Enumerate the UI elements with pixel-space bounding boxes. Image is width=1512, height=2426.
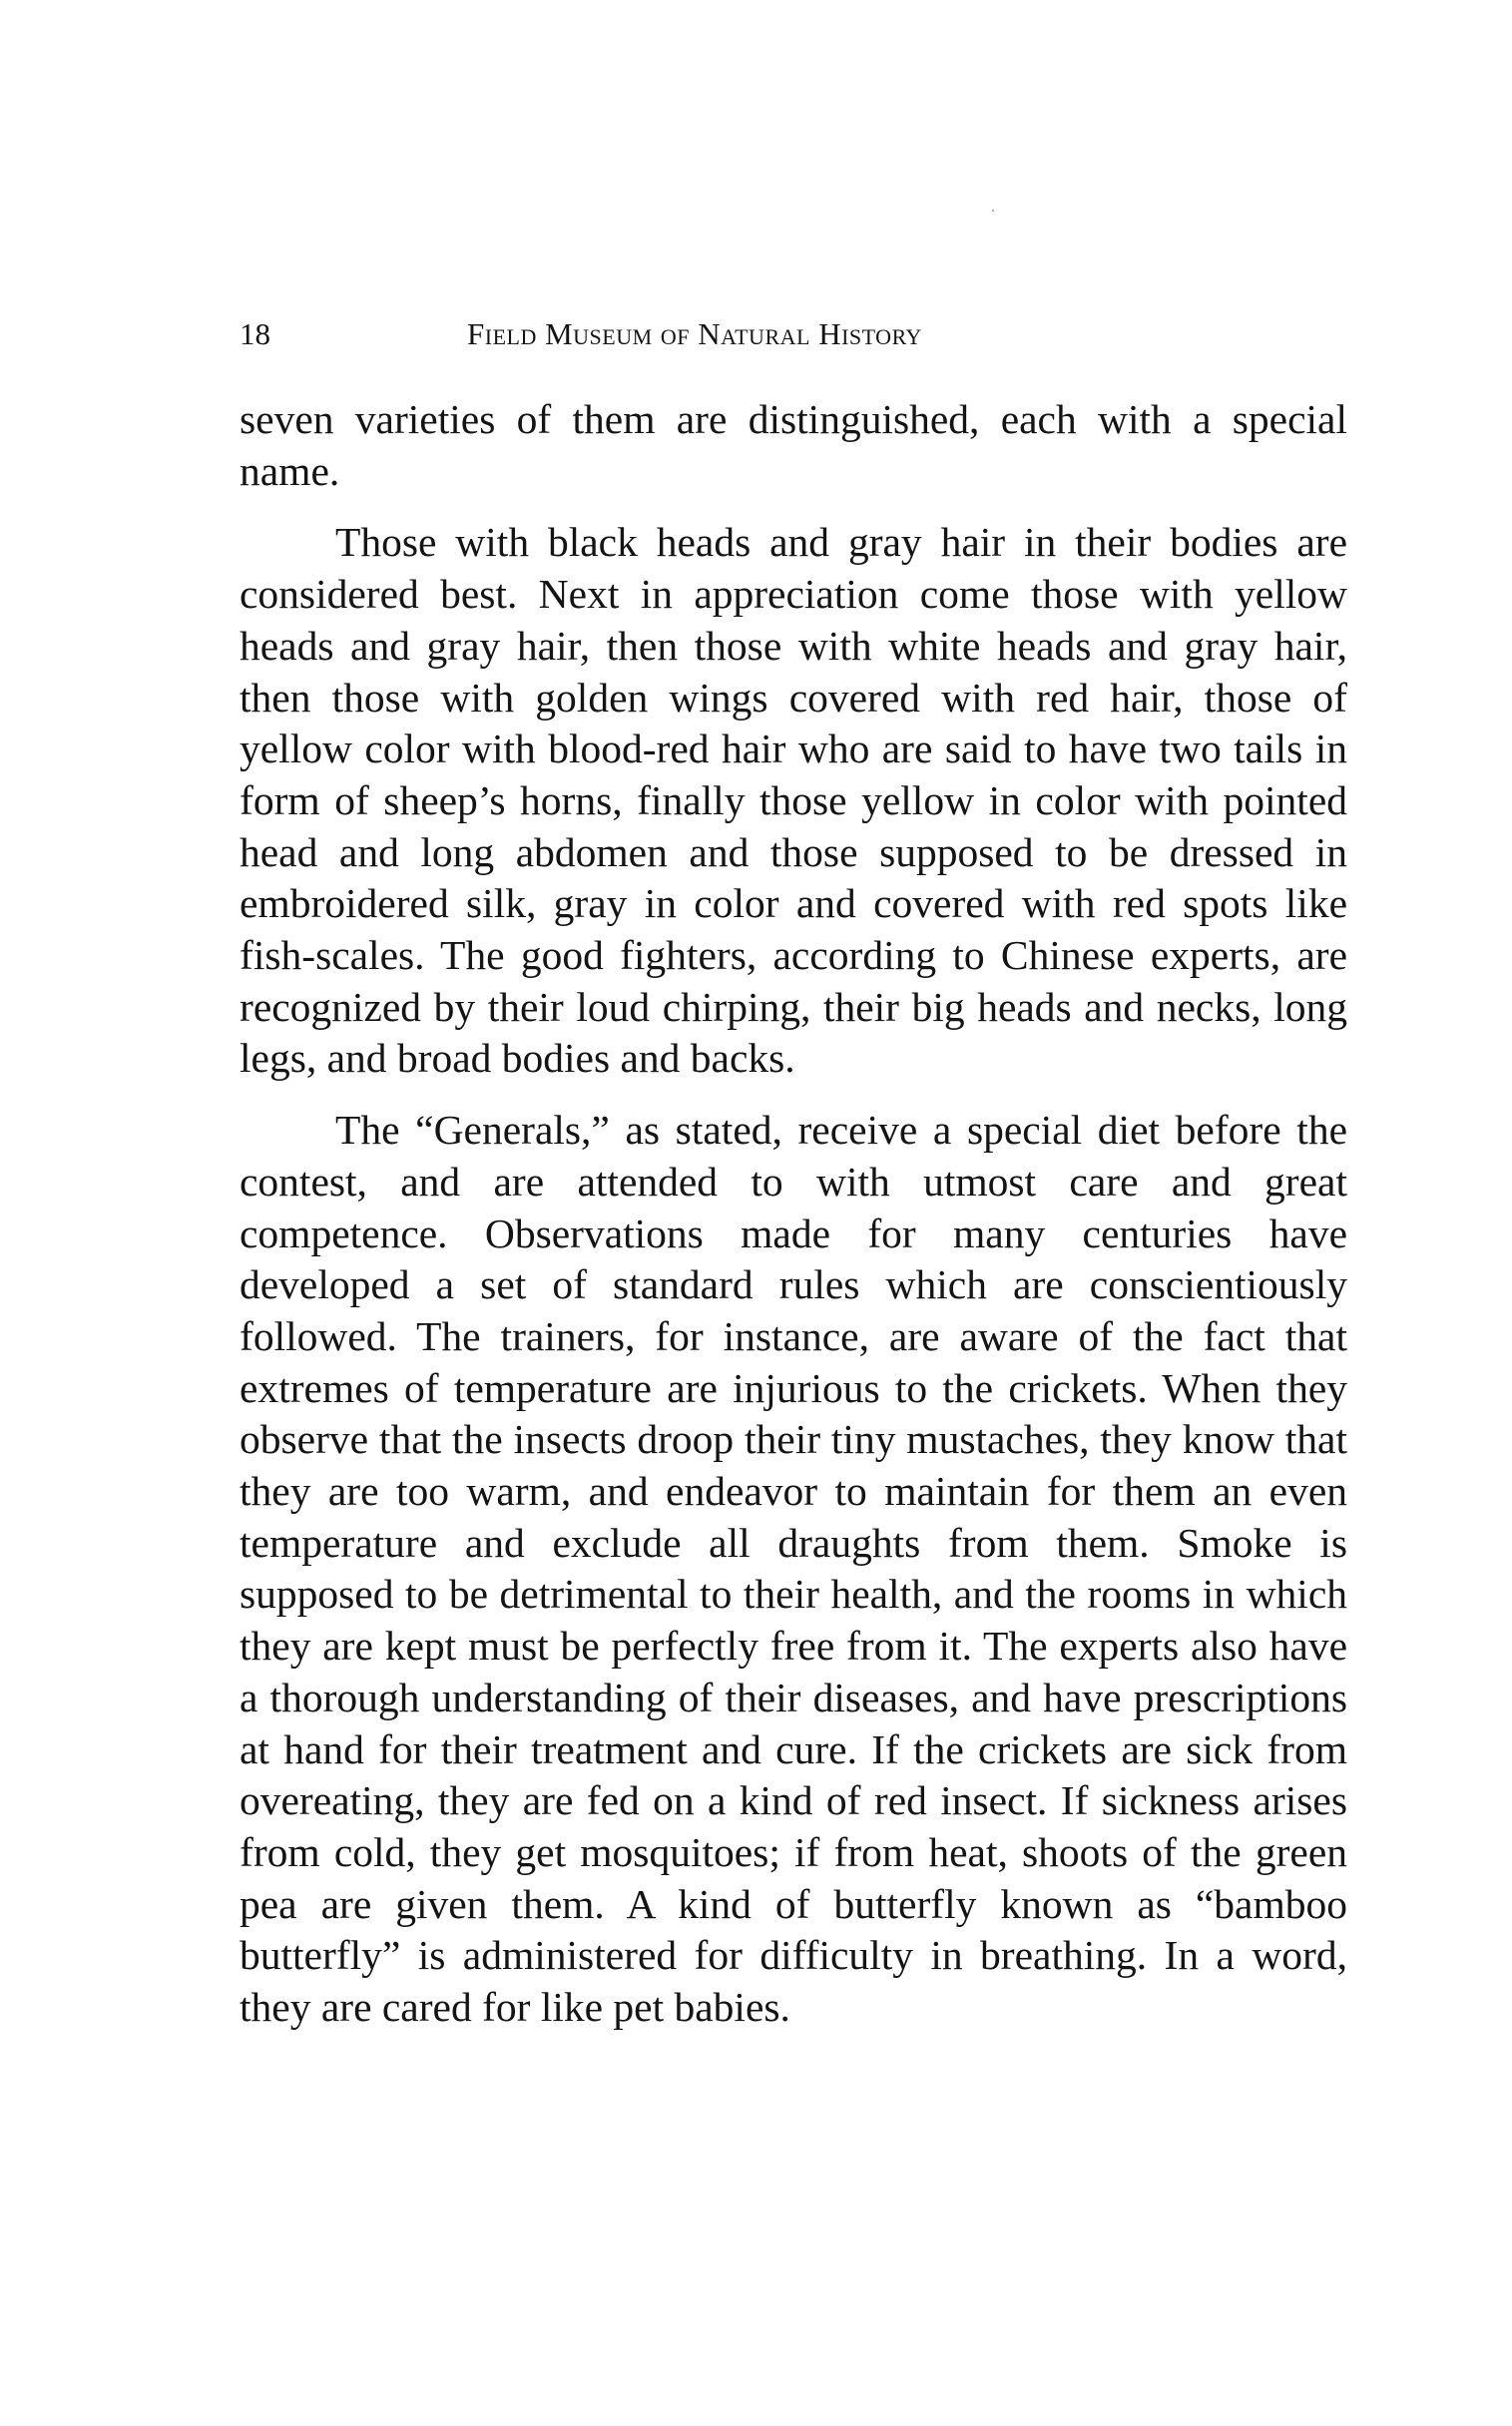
page-number: 18 [240, 316, 270, 351]
paragraph-1: seven varieties of them are distinguished, each with a special name. [240, 396, 1347, 494]
scan-speck [992, 210, 994, 212]
running-head: Field Museum of Natural History [467, 316, 922, 351]
paragraph-3: The “Generals,” as stated, receive a special diet before the contest, and are attended to with utmost care and great competence. Observations made for many centuries have developed a set of standard rules which are conscientiously followed. The trainers, for instance, are aware of the fact that extremes of temperature are injurious to the crickets. When they observe that the insects droop their tiny mustaches, they know that they are too warm, and endeavor to maintain for them an even temperature and exclude all draughts from them. Smoke is supposed to be detrimental to their health, and the rooms in which they are kept must be perfectly free from it. The experts also have a thorough understanding of their diseases, and have prescriptions at hand for their treatment and cure. If the crickets are sick from overeating, they are fed on a kind of red insect. If sickness arises from cold, they get mosquitoes; if from heat, shoots of the green pea are given them. A kind of butterfly known as “bamboo butterfly” is administered for difficulty in breathing. In a word, they are cared for like pet babies. [240, 1107, 1347, 2031]
paragraph-2: Those with black heads and gray hair in their bodies are considered best. Next in appreciation come those with yellow heads and gray hair, then those with white heads and gray hair, then those with golden wings covered with red hair, those of yellow color with blood-red hair who are said to have two tails in form of sheep’s horns, finally those yellow in color with pointed head and long abdomen and those supposed to be dressed in embroidered silk, gray in color and covered with red spots like fish-scales. The good fighters, according to Chinese experts, are recognized by their loud chirping, their big heads and necks, long legs, and broad bodies and backs. [240, 519, 1347, 1082]
body-text [240, 394, 1347, 2034]
page-header [240, 309, 1128, 359]
